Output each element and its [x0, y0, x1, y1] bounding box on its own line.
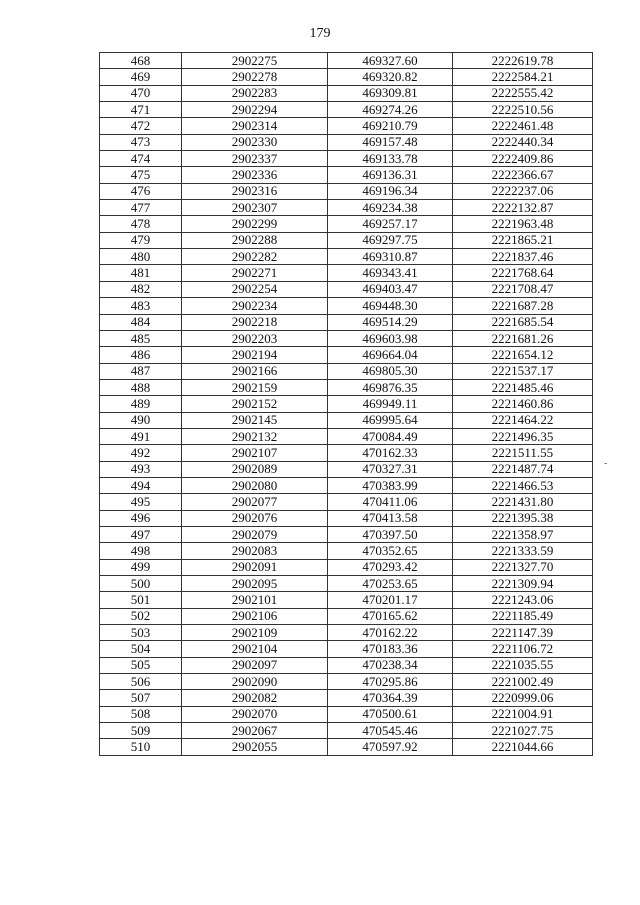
point-id-cell: 2902067 [182, 723, 328, 739]
point-id-cell: 2902203 [182, 330, 328, 346]
y-coordinate-cell: 2221837.46 [453, 249, 593, 265]
x-coordinate-cell: 470545.46 [328, 723, 453, 739]
table-row [100, 445, 593, 461]
point-id-cell: 2902095 [182, 576, 328, 592]
table-row [100, 265, 593, 281]
table-row [100, 510, 593, 526]
point-id-cell: 2902283 [182, 85, 328, 101]
point-id-cell: 2902218 [182, 314, 328, 330]
point-number-cell: 484 [100, 314, 182, 330]
point-number-cell: 476 [100, 183, 182, 199]
x-coordinate-cell: 470162.22 [328, 625, 453, 641]
y-coordinate-cell: 2222440.34 [453, 134, 593, 150]
point-number-cell: 499 [100, 559, 182, 575]
point-id-cell: 2902314 [182, 118, 328, 134]
point-id-cell: 2902106 [182, 608, 328, 624]
point-id-cell: 2902076 [182, 510, 328, 526]
point-number-cell: 480 [100, 249, 182, 265]
table-row [100, 330, 593, 346]
point-number-cell: 481 [100, 265, 182, 281]
point-id-cell: 2902336 [182, 167, 328, 183]
point-number-cell: 474 [100, 151, 182, 167]
point-id-cell: 2902330 [182, 134, 328, 150]
point-number-cell: 509 [100, 723, 182, 739]
table-row [100, 85, 593, 101]
y-coordinate-cell: 2221027.75 [453, 723, 593, 739]
point-number-cell: 502 [100, 608, 182, 624]
y-coordinate-cell: 2221963.48 [453, 216, 593, 232]
table-row [100, 576, 593, 592]
x-coordinate-cell: 469949.11 [328, 396, 453, 412]
point-id-cell: 2902278 [182, 69, 328, 85]
point-id-cell: 2902080 [182, 477, 328, 493]
y-coordinate-cell: 2222409.86 [453, 151, 593, 167]
point-number-cell: 486 [100, 347, 182, 363]
y-coordinate-cell: 2222366.67 [453, 167, 593, 183]
table-row [100, 608, 593, 624]
table-row [100, 249, 593, 265]
x-coordinate-cell: 470364.39 [328, 690, 453, 706]
y-coordinate-cell: 2221487.74 [453, 461, 593, 477]
y-coordinate-cell: 2221537.17 [453, 363, 593, 379]
table-row [100, 641, 593, 657]
x-coordinate-cell: 470397.50 [328, 526, 453, 542]
table-row [100, 461, 593, 477]
point-id-cell: 2902090 [182, 674, 328, 690]
point-number-cell: 501 [100, 592, 182, 608]
point-id-cell: 2902316 [182, 183, 328, 199]
table-row [100, 657, 593, 673]
y-coordinate-cell: 2221004.91 [453, 706, 593, 722]
y-coordinate-cell: 2221333.59 [453, 543, 593, 559]
table-row [100, 396, 593, 412]
point-number-cell: 470 [100, 85, 182, 101]
y-coordinate-cell: 2222132.87 [453, 200, 593, 216]
table-row [100, 674, 593, 690]
point-id-cell: 2902089 [182, 461, 328, 477]
x-coordinate-cell: 470238.34 [328, 657, 453, 673]
table-row [100, 739, 593, 755]
x-coordinate-cell: 469514.29 [328, 314, 453, 330]
y-coordinate-cell: 2221358.97 [453, 526, 593, 542]
y-coordinate-cell: 2222510.56 [453, 102, 593, 118]
y-coordinate-cell: 2221681.26 [453, 330, 593, 346]
page-number: 179 [309, 26, 331, 41]
point-number-cell: 485 [100, 330, 182, 346]
y-coordinate-cell: 2221185.49 [453, 608, 593, 624]
table-row [100, 216, 593, 232]
y-coordinate-cell: 2221327.70 [453, 559, 593, 575]
point-number-cell: 504 [100, 641, 182, 657]
y-coordinate-cell: 2222237.06 [453, 183, 593, 199]
x-coordinate-cell: 469210.79 [328, 118, 453, 134]
x-coordinate-cell: 469995.64 [328, 412, 453, 428]
y-coordinate-cell: 2221687.28 [453, 298, 593, 314]
table-row [100, 723, 593, 739]
x-coordinate-cell: 469309.81 [328, 85, 453, 101]
point-number-cell: 508 [100, 706, 182, 722]
x-coordinate-cell: 469157.48 [328, 134, 453, 150]
table-row [100, 298, 593, 314]
x-coordinate-cell: 469448.30 [328, 298, 453, 314]
table-row [100, 412, 593, 428]
point-number-cell: 493 [100, 461, 182, 477]
point-number-cell: 489 [100, 396, 182, 412]
point-number-cell: 468 [100, 53, 182, 69]
coordinates-table [99, 52, 593, 756]
table-row [100, 428, 593, 444]
point-id-cell: 2902288 [182, 232, 328, 248]
x-coordinate-cell: 470327.31 [328, 461, 453, 477]
table-row [100, 53, 593, 69]
x-coordinate-cell: 470413.58 [328, 510, 453, 526]
point-id-cell: 2902294 [182, 102, 328, 118]
point-id-cell: 2902104 [182, 641, 328, 657]
y-coordinate-cell: 2221002.49 [453, 674, 593, 690]
point-id-cell: 2902254 [182, 281, 328, 297]
table-row [100, 134, 593, 150]
x-coordinate-cell: 470162.33 [328, 445, 453, 461]
point-id-cell: 2902107 [182, 445, 328, 461]
x-coordinate-cell: 470084.49 [328, 428, 453, 444]
point-id-cell: 2902055 [182, 739, 328, 755]
y-coordinate-cell: 2221464.22 [453, 412, 593, 428]
x-coordinate-cell: 469297.75 [328, 232, 453, 248]
point-id-cell: 2902194 [182, 347, 328, 363]
point-number-cell: 475 [100, 167, 182, 183]
table-row [100, 690, 593, 706]
point-number-cell: 505 [100, 657, 182, 673]
x-coordinate-cell: 470183.36 [328, 641, 453, 657]
x-coordinate-cell: 470165.62 [328, 608, 453, 624]
x-coordinate-cell: 469320.82 [328, 69, 453, 85]
point-number-cell: 473 [100, 134, 182, 150]
point-id-cell: 2902234 [182, 298, 328, 314]
x-coordinate-cell: 469327.60 [328, 53, 453, 69]
y-coordinate-cell: 2222584.21 [453, 69, 593, 85]
point-id-cell: 2902337 [182, 151, 328, 167]
point-number-cell: 491 [100, 428, 182, 444]
point-id-cell: 2902091 [182, 559, 328, 575]
x-coordinate-cell: 470411.06 [328, 494, 453, 510]
table-row [100, 281, 593, 297]
table-row [100, 200, 593, 216]
point-id-cell: 2902166 [182, 363, 328, 379]
x-coordinate-cell: 470253.65 [328, 576, 453, 592]
point-id-cell: 2902101 [182, 592, 328, 608]
table-row [100, 526, 593, 542]
table-row [100, 592, 593, 608]
point-number-cell: 477 [100, 200, 182, 216]
point-id-cell: 2902307 [182, 200, 328, 216]
point-id-cell: 2902282 [182, 249, 328, 265]
point-number-cell: 497 [100, 526, 182, 542]
y-coordinate-cell: 2222619.78 [453, 53, 593, 69]
point-id-cell: 2902275 [182, 53, 328, 69]
table-row [100, 314, 593, 330]
point-number-cell: 492 [100, 445, 182, 461]
y-coordinate-cell: 2221044.66 [453, 739, 593, 755]
x-coordinate-cell: 469196.34 [328, 183, 453, 199]
y-coordinate-cell: 2221511.55 [453, 445, 593, 461]
x-coordinate-cell: 469343.41 [328, 265, 453, 281]
table-row [100, 494, 593, 510]
table-row [100, 118, 593, 134]
x-coordinate-cell: 469603.98 [328, 330, 453, 346]
x-coordinate-cell: 469805.30 [328, 363, 453, 379]
x-coordinate-cell: 469403.47 [328, 281, 453, 297]
x-coordinate-cell: 470352.65 [328, 543, 453, 559]
y-coordinate-cell: 2222461.48 [453, 118, 593, 134]
x-coordinate-cell: 470383.99 [328, 477, 453, 493]
x-coordinate-cell: 470201.17 [328, 592, 453, 608]
y-coordinate-cell: 2221685.54 [453, 314, 593, 330]
point-id-cell: 2902132 [182, 428, 328, 444]
point-number-cell: 471 [100, 102, 182, 118]
point-number-cell: 498 [100, 543, 182, 559]
point-id-cell: 2902070 [182, 706, 328, 722]
table-row [100, 543, 593, 559]
point-number-cell: 510 [100, 739, 182, 755]
table-row [100, 477, 593, 493]
point-id-cell: 2902082 [182, 690, 328, 706]
y-coordinate-cell: 2221035.55 [453, 657, 593, 673]
table-row [100, 363, 593, 379]
table-row [100, 183, 593, 199]
y-coordinate-cell: 2221395.38 [453, 510, 593, 526]
x-coordinate-cell: 470295.86 [328, 674, 453, 690]
x-coordinate-cell: 470293.42 [328, 559, 453, 575]
point-number-cell: 479 [100, 232, 182, 248]
point-number-cell: 500 [100, 576, 182, 592]
table-row [100, 347, 593, 363]
table-row [100, 559, 593, 575]
point-number-cell: 506 [100, 674, 182, 690]
x-coordinate-cell: 469876.35 [328, 379, 453, 395]
point-number-cell: 507 [100, 690, 182, 706]
y-coordinate-cell: 2221431.80 [453, 494, 593, 510]
table-row [100, 379, 593, 395]
scan-mark: - [604, 458, 608, 469]
point-id-cell: 2902299 [182, 216, 328, 232]
x-coordinate-cell: 469257.17 [328, 216, 453, 232]
y-coordinate-cell: 2221466.53 [453, 477, 593, 493]
table-row [100, 69, 593, 85]
x-coordinate-cell: 469136.31 [328, 167, 453, 183]
table-row [100, 706, 593, 722]
y-coordinate-cell: 2221654.12 [453, 347, 593, 363]
y-coordinate-cell: 2221147.39 [453, 625, 593, 641]
y-coordinate-cell: 2220999.06 [453, 690, 593, 706]
x-coordinate-cell: 470500.61 [328, 706, 453, 722]
y-coordinate-cell: 2221243.06 [453, 592, 593, 608]
point-id-cell: 2902077 [182, 494, 328, 510]
point-id-cell: 2902109 [182, 625, 328, 641]
x-coordinate-cell: 469133.78 [328, 151, 453, 167]
point-number-cell: 478 [100, 216, 182, 232]
point-number-cell: 469 [100, 69, 182, 85]
point-id-cell: 2902097 [182, 657, 328, 673]
table-row [100, 102, 593, 118]
point-number-cell: 496 [100, 510, 182, 526]
y-coordinate-cell: 2221460.86 [453, 396, 593, 412]
y-coordinate-cell: 2221768.64 [453, 265, 593, 281]
table-row [100, 167, 593, 183]
y-coordinate-cell: 2222555.42 [453, 85, 593, 101]
x-coordinate-cell: 470597.92 [328, 739, 453, 755]
point-id-cell: 2902145 [182, 412, 328, 428]
point-number-cell: 495 [100, 494, 182, 510]
y-coordinate-cell: 2221106.72 [453, 641, 593, 657]
point-id-cell: 2902271 [182, 265, 328, 281]
x-coordinate-cell: 469664.04 [328, 347, 453, 363]
table-row [100, 151, 593, 167]
point-id-cell: 2902083 [182, 543, 328, 559]
point-number-cell: 503 [100, 625, 182, 641]
point-number-cell: 494 [100, 477, 182, 493]
point-number-cell: 490 [100, 412, 182, 428]
point-id-cell: 2902079 [182, 526, 328, 542]
point-id-cell: 2902152 [182, 396, 328, 412]
y-coordinate-cell: 2221485.46 [453, 379, 593, 395]
x-coordinate-cell: 469234.38 [328, 200, 453, 216]
point-number-cell: 487 [100, 363, 182, 379]
y-coordinate-cell: 2221496.35 [453, 428, 593, 444]
y-coordinate-cell: 2221865.21 [453, 232, 593, 248]
x-coordinate-cell: 469310.87 [328, 249, 453, 265]
y-coordinate-cell: 2221309.94 [453, 576, 593, 592]
x-coordinate-cell: 469274.26 [328, 102, 453, 118]
point-number-cell: 488 [100, 379, 182, 395]
y-coordinate-cell: 2221708.47 [453, 281, 593, 297]
point-number-cell: 483 [100, 298, 182, 314]
point-id-cell: 2902159 [182, 379, 328, 395]
point-number-cell: 472 [100, 118, 182, 134]
table-row [100, 625, 593, 641]
point-number-cell: 482 [100, 281, 182, 297]
table-row [100, 232, 593, 248]
